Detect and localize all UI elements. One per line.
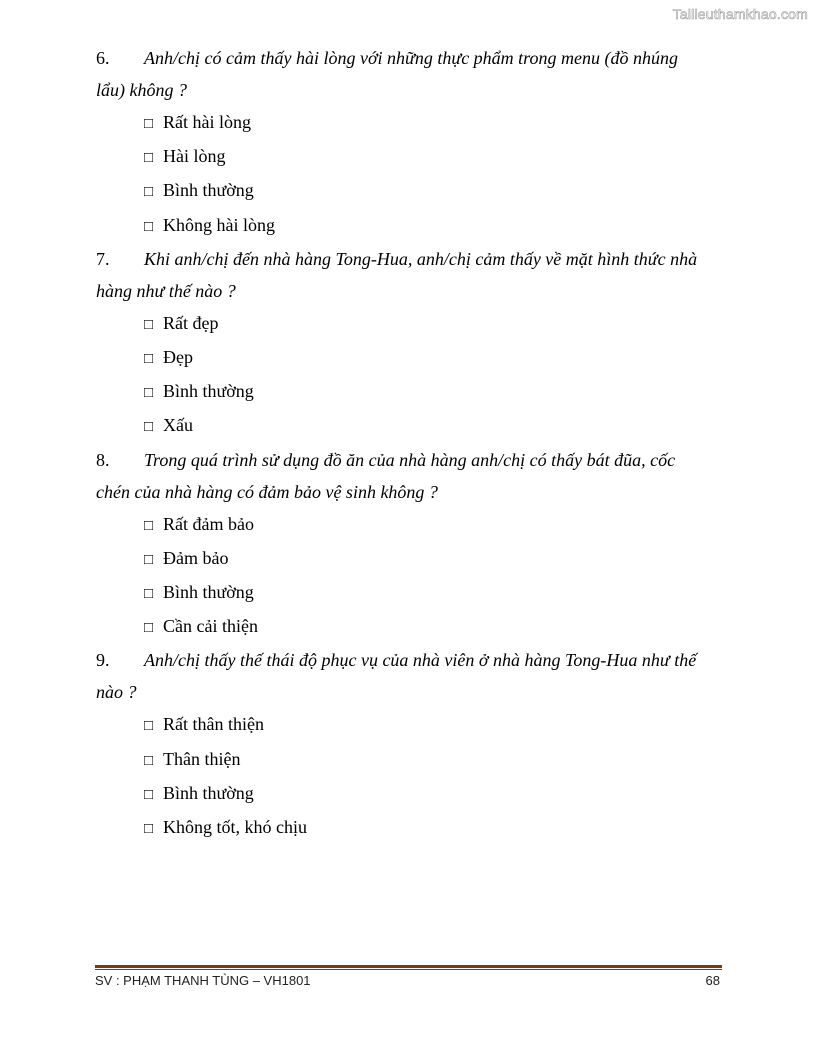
checkbox-icon[interactable]: □ (144, 316, 154, 333)
footer-divider-thin (95, 969, 722, 970)
option-item[interactable] (96, 140, 726, 174)
question-text-continued: lẩu) không ? (96, 80, 187, 100)
option-label: Không hài lòng (163, 214, 275, 235)
checkbox-icon[interactable]: □ (144, 351, 154, 368)
option-item[interactable] (96, 341, 726, 375)
option-item[interactable] (96, 610, 726, 644)
checkbox-icon[interactable]: □ (144, 150, 154, 167)
question-text: Anh/chị thấy thế thái độ phục vụ của nhà viên ở nhà hàng Tong-Hua như thế (144, 650, 697, 671)
checkbox-icon[interactable]: □ (144, 218, 154, 235)
checkbox-icon[interactable]: □ (144, 419, 154, 436)
options-list (96, 508, 726, 645)
option-label: Xấu (163, 415, 193, 436)
question-text: Anh/chị có cảm thấy hài lòng với những thực phẩm trong menu (đồ nhúng (144, 48, 678, 68)
option-label: Rất đảm bảo (163, 513, 254, 534)
question-number: 6. (96, 48, 110, 68)
option-label: Bình thường (163, 381, 254, 402)
survey-content (96, 42, 726, 845)
question-9 (96, 644, 726, 708)
watermark: Tailieuthamkhao.com (672, 6, 808, 22)
option-item[interactable] (96, 542, 726, 576)
options-list (96, 708, 726, 845)
question-6 (96, 42, 726, 106)
checkbox-icon[interactable]: □ (144, 821, 154, 838)
checkbox-icon[interactable]: □ (144, 586, 154, 603)
option-item[interactable] (96, 375, 726, 409)
option-label: Bình thường (163, 582, 254, 603)
checkbox-icon[interactable]: □ (144, 184, 154, 201)
option-label: Rất hài lòng (163, 112, 251, 132)
option-label: Bình thường (163, 180, 254, 201)
option-label: Rất đẹp (163, 312, 219, 333)
question-text: Khi anh/chị đến nhà hàng Tong-Hua, anh/chị cảm thấy về mặt hình thức nhà (144, 248, 698, 269)
checkbox-icon[interactable]: □ (144, 752, 154, 769)
question-number: 9. (96, 650, 110, 671)
option-item[interactable] (96, 508, 726, 542)
option-item[interactable] (96, 409, 726, 443)
checkbox-icon[interactable]: □ (144, 551, 154, 568)
question-8 (96, 444, 726, 508)
option-item[interactable] (96, 106, 726, 140)
question-text: Trong quá trình sử dụng đồ ăn của nhà hàng anh/chị có thấy bát đũa, cốc (144, 449, 676, 470)
option-label: Thân thiện (163, 748, 241, 769)
option-label: Đẹp (163, 347, 193, 368)
option-item[interactable] (96, 708, 726, 742)
footer-divider (95, 965, 722, 968)
option-label: Đảm bảo (163, 547, 229, 568)
checkbox-icon[interactable]: □ (144, 517, 154, 534)
option-item[interactable] (96, 743, 726, 777)
checkbox-icon[interactable]: □ (144, 385, 154, 402)
question-text-continued: nào ? (96, 682, 137, 703)
option-label: Bình thường (163, 782, 254, 803)
question-7 (96, 243, 726, 307)
checkbox-icon[interactable]: □ (144, 116, 154, 132)
question-number: 7. (96, 248, 110, 269)
option-label: Cần cải thiện (163, 616, 258, 637)
option-item[interactable] (96, 174, 726, 208)
option-item[interactable] (96, 576, 726, 610)
option-label: Hài lòng (163, 146, 226, 167)
option-item[interactable] (96, 777, 726, 811)
option-item[interactable] (96, 307, 726, 341)
question-number: 8. (96, 449, 110, 470)
options-list (96, 307, 726, 444)
option-item[interactable] (96, 209, 726, 243)
option-label: Rất thân thiện (163, 714, 264, 735)
checkbox-icon[interactable]: □ (144, 786, 154, 803)
checkbox-icon[interactable]: □ (144, 718, 154, 735)
options-list (96, 106, 726, 243)
page-number: 68 (705, 973, 720, 988)
footer-author: SV : PHẠM THANH TÙNG – VH1801 (95, 973, 311, 988)
checkbox-icon[interactable]: □ (144, 620, 154, 637)
option-label: Không tốt, khó chịu (163, 817, 307, 838)
option-item[interactable] (96, 811, 726, 845)
question-text-continued: chén của nhà hàng có đảm bảo vệ sinh không ? (96, 481, 438, 502)
question-text-continued: hàng như thế nào ? (96, 280, 236, 301)
